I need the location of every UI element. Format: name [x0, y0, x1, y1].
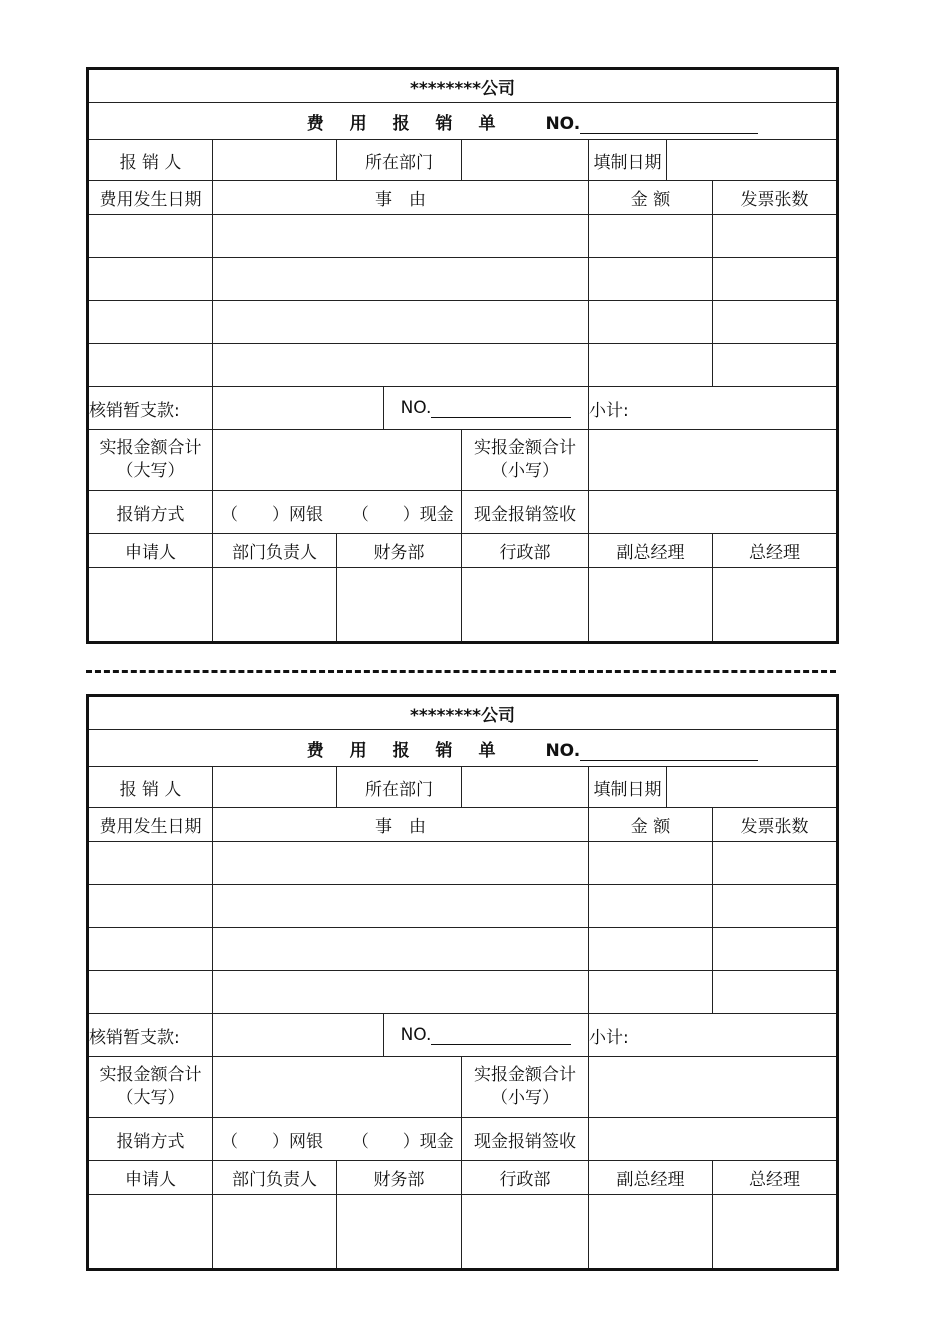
expense-form-1 — [86, 67, 836, 644]
reason-cell[interactable] — [213, 215, 589, 258]
invoice-count-cell[interactable] — [713, 842, 838, 885]
expense-table — [86, 67, 839, 644]
expense-line-row — [88, 842, 838, 885]
expense-date-cell[interactable] — [88, 842, 213, 885]
advance-writeoff-label: 核销暂支款: — [88, 1014, 213, 1057]
subtotal-label: 小计: — [589, 387, 838, 430]
amount-cell[interactable] — [589, 301, 713, 344]
signer-admin: 行政部 — [462, 534, 589, 568]
amount-cell[interactable] — [589, 344, 713, 387]
department-field[interactable] — [462, 140, 589, 181]
signer-finance: 财务部 — [337, 534, 462, 568]
total-upper-label-line2: （大写） — [116, 461, 185, 481]
form-number-label: NO. — [545, 113, 581, 134]
signature-box[interactable] — [713, 568, 838, 643]
reason-cell[interactable] — [213, 258, 589, 301]
signer-applicant: 申请人 — [88, 534, 213, 568]
form-number-field[interactable] — [580, 740, 758, 761]
cash-sign-label: 现金报销签收 — [462, 491, 589, 534]
invoice-count-cell[interactable] — [713, 258, 838, 301]
total-lower-label-line2: （小写） — [491, 461, 559, 481]
signer-gm: 总经理 — [713, 534, 838, 568]
expense-date-cell[interactable] — [88, 971, 213, 1014]
pay-cash-option[interactable]: （ ）现金 — [351, 504, 454, 525]
total-upper-field[interactable] — [213, 430, 462, 491]
signer-gm: 总经理 — [713, 1161, 838, 1195]
advance-number-label: NO. — [400, 398, 432, 418]
signature-box[interactable] — [213, 1195, 337, 1270]
reason-header: 事 由 — [213, 181, 589, 215]
form-title: 费 用 报 销 单 — [306, 740, 506, 761]
invoice-count-cell[interactable] — [713, 344, 838, 387]
expense-date-cell[interactable] — [88, 344, 213, 387]
company-name: ********公司 — [88, 696, 838, 730]
applicant-label: 报 销 人 — [88, 767, 213, 808]
signature-box[interactable] — [88, 568, 213, 643]
total-lower-label — [462, 1057, 589, 1118]
invoice-count-cell[interactable] — [713, 215, 838, 258]
amount-cell[interactable] — [589, 928, 713, 971]
signature-box[interactable] — [589, 568, 713, 643]
cash-sign-field[interactable] — [589, 491, 838, 534]
total-lower-label-line2: （小写） — [491, 1088, 559, 1108]
fill-date-field[interactable] — [667, 767, 838, 808]
form-title-row — [88, 103, 838, 140]
expense-line-row — [88, 885, 838, 928]
expense-date-cell[interactable] — [88, 258, 213, 301]
signer-deputy-gm: 副总经理 — [589, 534, 713, 568]
fill-date-label: 填制日期 — [589, 140, 667, 181]
total-lower-field[interactable] — [589, 1057, 838, 1118]
signature-box[interactable] — [462, 568, 589, 643]
advance-writeoff-field[interactable] — [213, 1014, 384, 1057]
invoice-count-cell[interactable] — [713, 885, 838, 928]
applicant-label: 报 销 人 — [88, 140, 213, 181]
advance-number-cell — [384, 387, 589, 430]
invoice-count-header: 发票张数 — [713, 181, 838, 215]
signature-box[interactable] — [713, 1195, 838, 1270]
total-lower-field[interactable] — [589, 430, 838, 491]
amount-cell[interactable] — [589, 215, 713, 258]
pay-method-label: 报销方式 — [88, 491, 213, 534]
form-number-field[interactable] — [580, 113, 758, 134]
signature-box[interactable] — [337, 568, 462, 643]
pay-method-options — [213, 1118, 462, 1161]
signer-dept-head: 部门负责人 — [213, 534, 337, 568]
advance-number-field[interactable] — [431, 399, 571, 418]
expense-line-row — [88, 301, 838, 344]
signature-box[interactable] — [589, 1195, 713, 1270]
amount-header: 金 额 — [589, 808, 713, 842]
pay-bank-option[interactable]: （ ）网银 — [221, 504, 323, 525]
total-upper-label-line2: （大写） — [116, 1088, 185, 1108]
amount-header: 金 额 — [589, 181, 713, 215]
invoice-count-cell[interactable] — [713, 301, 838, 344]
expense-date-cell[interactable] — [88, 885, 213, 928]
subtotal-label: 小计: — [589, 1014, 838, 1057]
advance-number-field[interactable] — [431, 1026, 571, 1045]
total-upper-label-line1: 实报金额合计 — [99, 1065, 202, 1085]
pay-bank-option[interactable]: （ ）网银 — [221, 1131, 323, 1152]
reason-cell[interactable] — [213, 928, 589, 971]
reason-cell[interactable] — [213, 301, 589, 344]
expense-form-2 — [86, 694, 836, 1271]
signature-box[interactable] — [462, 1195, 589, 1270]
total-upper-label-line1: 实报金额合计 — [99, 438, 202, 458]
pay-cash-option[interactable]: （ ）现金 — [351, 1131, 454, 1152]
signature-box[interactable] — [88, 1195, 213, 1270]
signer-dept-head: 部门负责人 — [213, 1161, 337, 1195]
total-lower-label-line1: 实报金额合计 — [474, 1065, 576, 1085]
total-lower-label — [462, 430, 589, 491]
invoice-count-cell[interactable] — [713, 971, 838, 1014]
reason-cell[interactable] — [213, 971, 589, 1014]
invoice-count-header: 发票张数 — [713, 808, 838, 842]
expense-date-header: 费用发生日期 — [88, 808, 213, 842]
reason-cell[interactable] — [213, 842, 589, 885]
applicant-field[interactable] — [213, 140, 337, 181]
total-upper-label — [88, 430, 213, 491]
cash-sign-field[interactable] — [589, 1118, 838, 1161]
cash-sign-label: 现金报销签收 — [462, 1118, 589, 1161]
signer-deputy-gm: 副总经理 — [589, 1161, 713, 1195]
department-field[interactable] — [462, 767, 589, 808]
expense-line-row — [88, 258, 838, 301]
amount-cell[interactable] — [589, 842, 713, 885]
expense-line-row — [88, 344, 838, 387]
fill-date-field[interactable] — [667, 140, 838, 181]
expense-table — [86, 694, 839, 1271]
cut-line-divider — [86, 670, 836, 673]
expense-date-cell[interactable] — [88, 928, 213, 971]
form-title-row — [88, 730, 838, 767]
expense-date-header: 费用发生日期 — [88, 181, 213, 215]
total-upper-field[interactable] — [213, 1057, 462, 1118]
amount-cell[interactable] — [589, 971, 713, 1014]
company-name: ********公司 — [88, 69, 838, 103]
pay-method-options — [213, 491, 462, 534]
reason-cell[interactable] — [213, 885, 589, 928]
signer-finance: 财务部 — [337, 1161, 462, 1195]
signature-box[interactable] — [213, 568, 337, 643]
expense-line-row — [88, 928, 838, 971]
expense-line-row — [88, 971, 838, 1014]
invoice-count-cell[interactable] — [713, 928, 838, 971]
fill-date-label: 填制日期 — [589, 767, 667, 808]
form-title: 费 用 报 销 单 — [306, 113, 506, 134]
expense-line-row — [88, 215, 838, 258]
advance-number-cell — [384, 1014, 589, 1057]
expense-date-cell[interactable] — [88, 301, 213, 344]
signer-applicant: 申请人 — [88, 1161, 213, 1195]
amount-cell[interactable] — [589, 258, 713, 301]
total-upper-label — [88, 1057, 213, 1118]
signature-box[interactable] — [337, 1195, 462, 1270]
total-lower-label-line1: 实报金额合计 — [474, 438, 576, 458]
expense-date-cell[interactable] — [88, 215, 213, 258]
signer-admin: 行政部 — [462, 1161, 589, 1195]
advance-number-label: NO. — [400, 1025, 432, 1045]
department-label: 所在部门 — [337, 767, 462, 808]
pay-method-label: 报销方式 — [88, 1118, 213, 1161]
advance-writeoff-label: 核销暂支款: — [88, 387, 213, 430]
advance-writeoff-field[interactable] — [213, 387, 384, 430]
applicant-field[interactable] — [213, 767, 337, 808]
reason-cell[interactable] — [213, 344, 589, 387]
amount-cell[interactable] — [589, 885, 713, 928]
reason-header: 事 由 — [213, 808, 589, 842]
department-label: 所在部门 — [337, 140, 462, 181]
form-number-label: NO. — [545, 740, 581, 761]
